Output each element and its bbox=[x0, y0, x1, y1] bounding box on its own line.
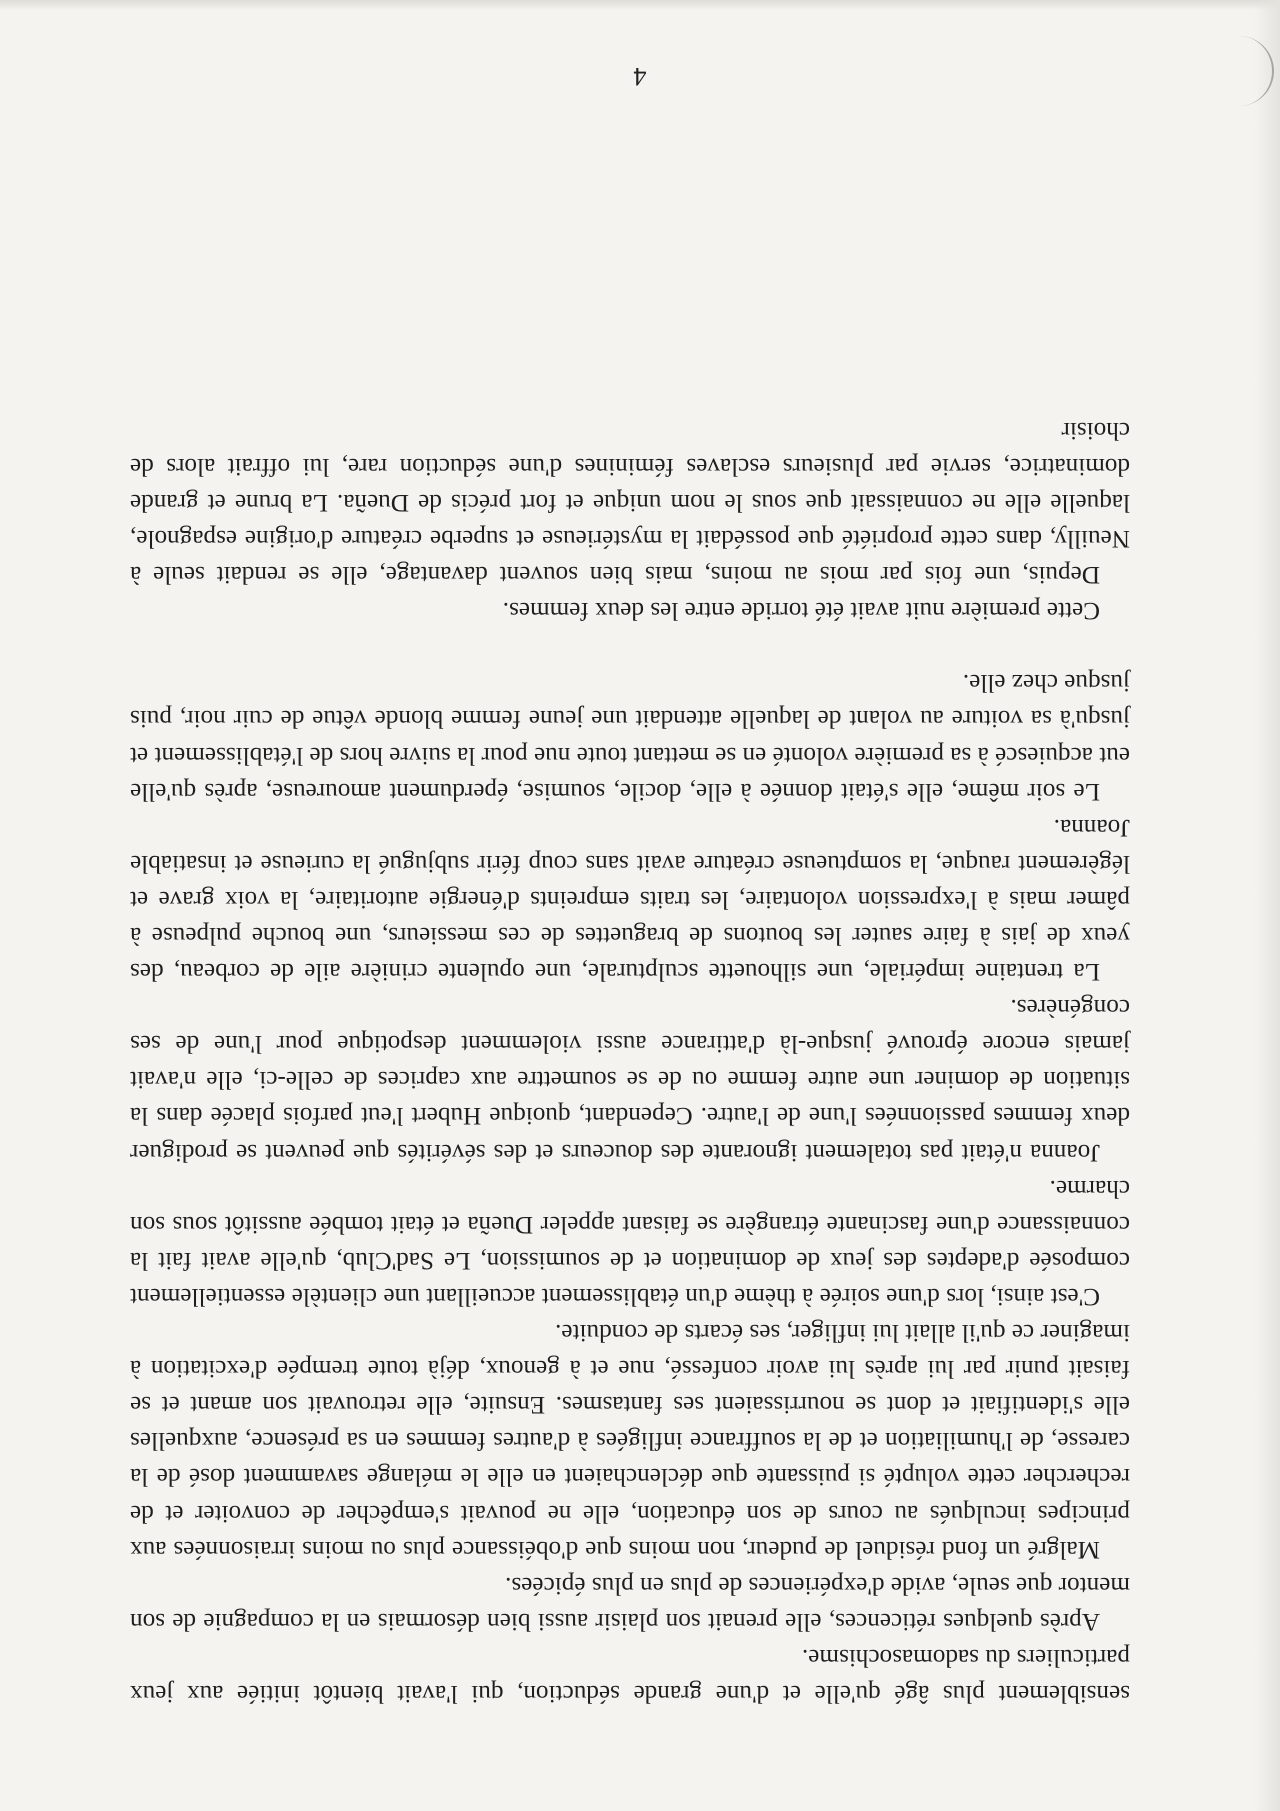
paragraph: Malgré un fond résiduel de pudeur, non moins que d'obéissance plus ou moins irraisonnées aux principes inculqués au cours de son éducation, elle ne pouvait s'empêcher de convoiter et de rechercher cette volupté si puissante que déclenchaient en elle le mélange savamment dosé de la caresse, de l'humiliation et de la souffrance infligées à d'autres femmes en sa présence, auxquelles elle s'identifiait et dont se nourrissaient ses fantasmes. Ensuite, elle retrouvait son amant et se faisait punir par lui après lui avoir confessé, nue et à genoux, déjà toute trempée d'excitation à imaginer ce qu'il allait lui infliger, ses écarts de conduite. bbox=[130, 1319, 1130, 1563]
paragraph: Le soir même, elle s'était donnée à elle, docile, soumise, éperdument amoureuse, après qu'elle eut acquiescé à sa première volonté en se mettant toute nue pour la suivre hors de l'établissement et jusqu'à sa voiture au volant de laquelle attendait une jeune femme blonde vêtue de cuir noir, puis jusque chez elle. bbox=[130, 669, 1130, 805]
paragraph: sensiblement plus âgé qu'elle et d'une grande séduction, qui l'avait bientôt initiée aux jeux particuliers du sadomasochisme. bbox=[130, 1643, 1130, 1707]
paragraph: Depuis, une fois par mois au moins, mais bien souvent davantage, elle se rendait seule à Neuilly, dans cette propriété que possédait la mystérieuse et superbe créature d'origine espagnole, laquelle elle ne connaissait que sous le nom unique et fort précis de Dueña. La brune et grande dominatrice, servie par plusieurs esclaves féminines d'une séduction rare, lui offrait alors de choisir bbox=[130, 416, 1130, 589]
paragraph: Cette première nuit avait été torride entre les deux femmes. bbox=[502, 597, 1100, 625]
paragraph: La trentaine impériale, une silhouette sculpturale, une opulente crinière aile de corbeau, des yeux de jais à faire sauter les boutons de braguettes de ces messieurs, une bouche pulpeuse à pâmer mais à l'expression volontaire, les traits empreints d'énergie autoritaire, la voix grave et légèrement rauque, la somptueuse créature avait sans coup férir subjugué la curieuse et insatiable Joanna. bbox=[130, 813, 1130, 986]
page-number: 4 bbox=[633, 62, 647, 91]
paragraph: Joanna n'était pas totalement ignorante des douceurs et des sévérités que peuvent se prodiguer deux femmes passionnées l'une de l'autre. Cependant, quoique Hubert l'eut parfois placée dans la situation de dominer une autre femme ou de se soumettre aux caprices de celle-ci, elle n'avait jamais encore éprouvé jusque-là d'attirance aussi violemment despotique pour l'une de ses congénères. bbox=[130, 994, 1130, 1166]
paragraph: C'est ainsi, lors d'une soirée à thème d'un établissement accueillant une clientèle essentiellement composée d'adeptes des jeux de domination et de soumission, Le Sad'Club, qu'elle avait fait la connaissance d'une fascinante étrangère se faisant appeler Dueña et était tombée aussitôt sous son charme. bbox=[130, 1174, 1130, 1310]
body-text bbox=[130, 412, 1130, 1711]
paragraph: Après quelques réticences, elle prenait son plaisir aussi bien désormais en la compagnie de son mentor que seule, avide d'expériences de plus en plus épicées. bbox=[130, 1571, 1130, 1635]
